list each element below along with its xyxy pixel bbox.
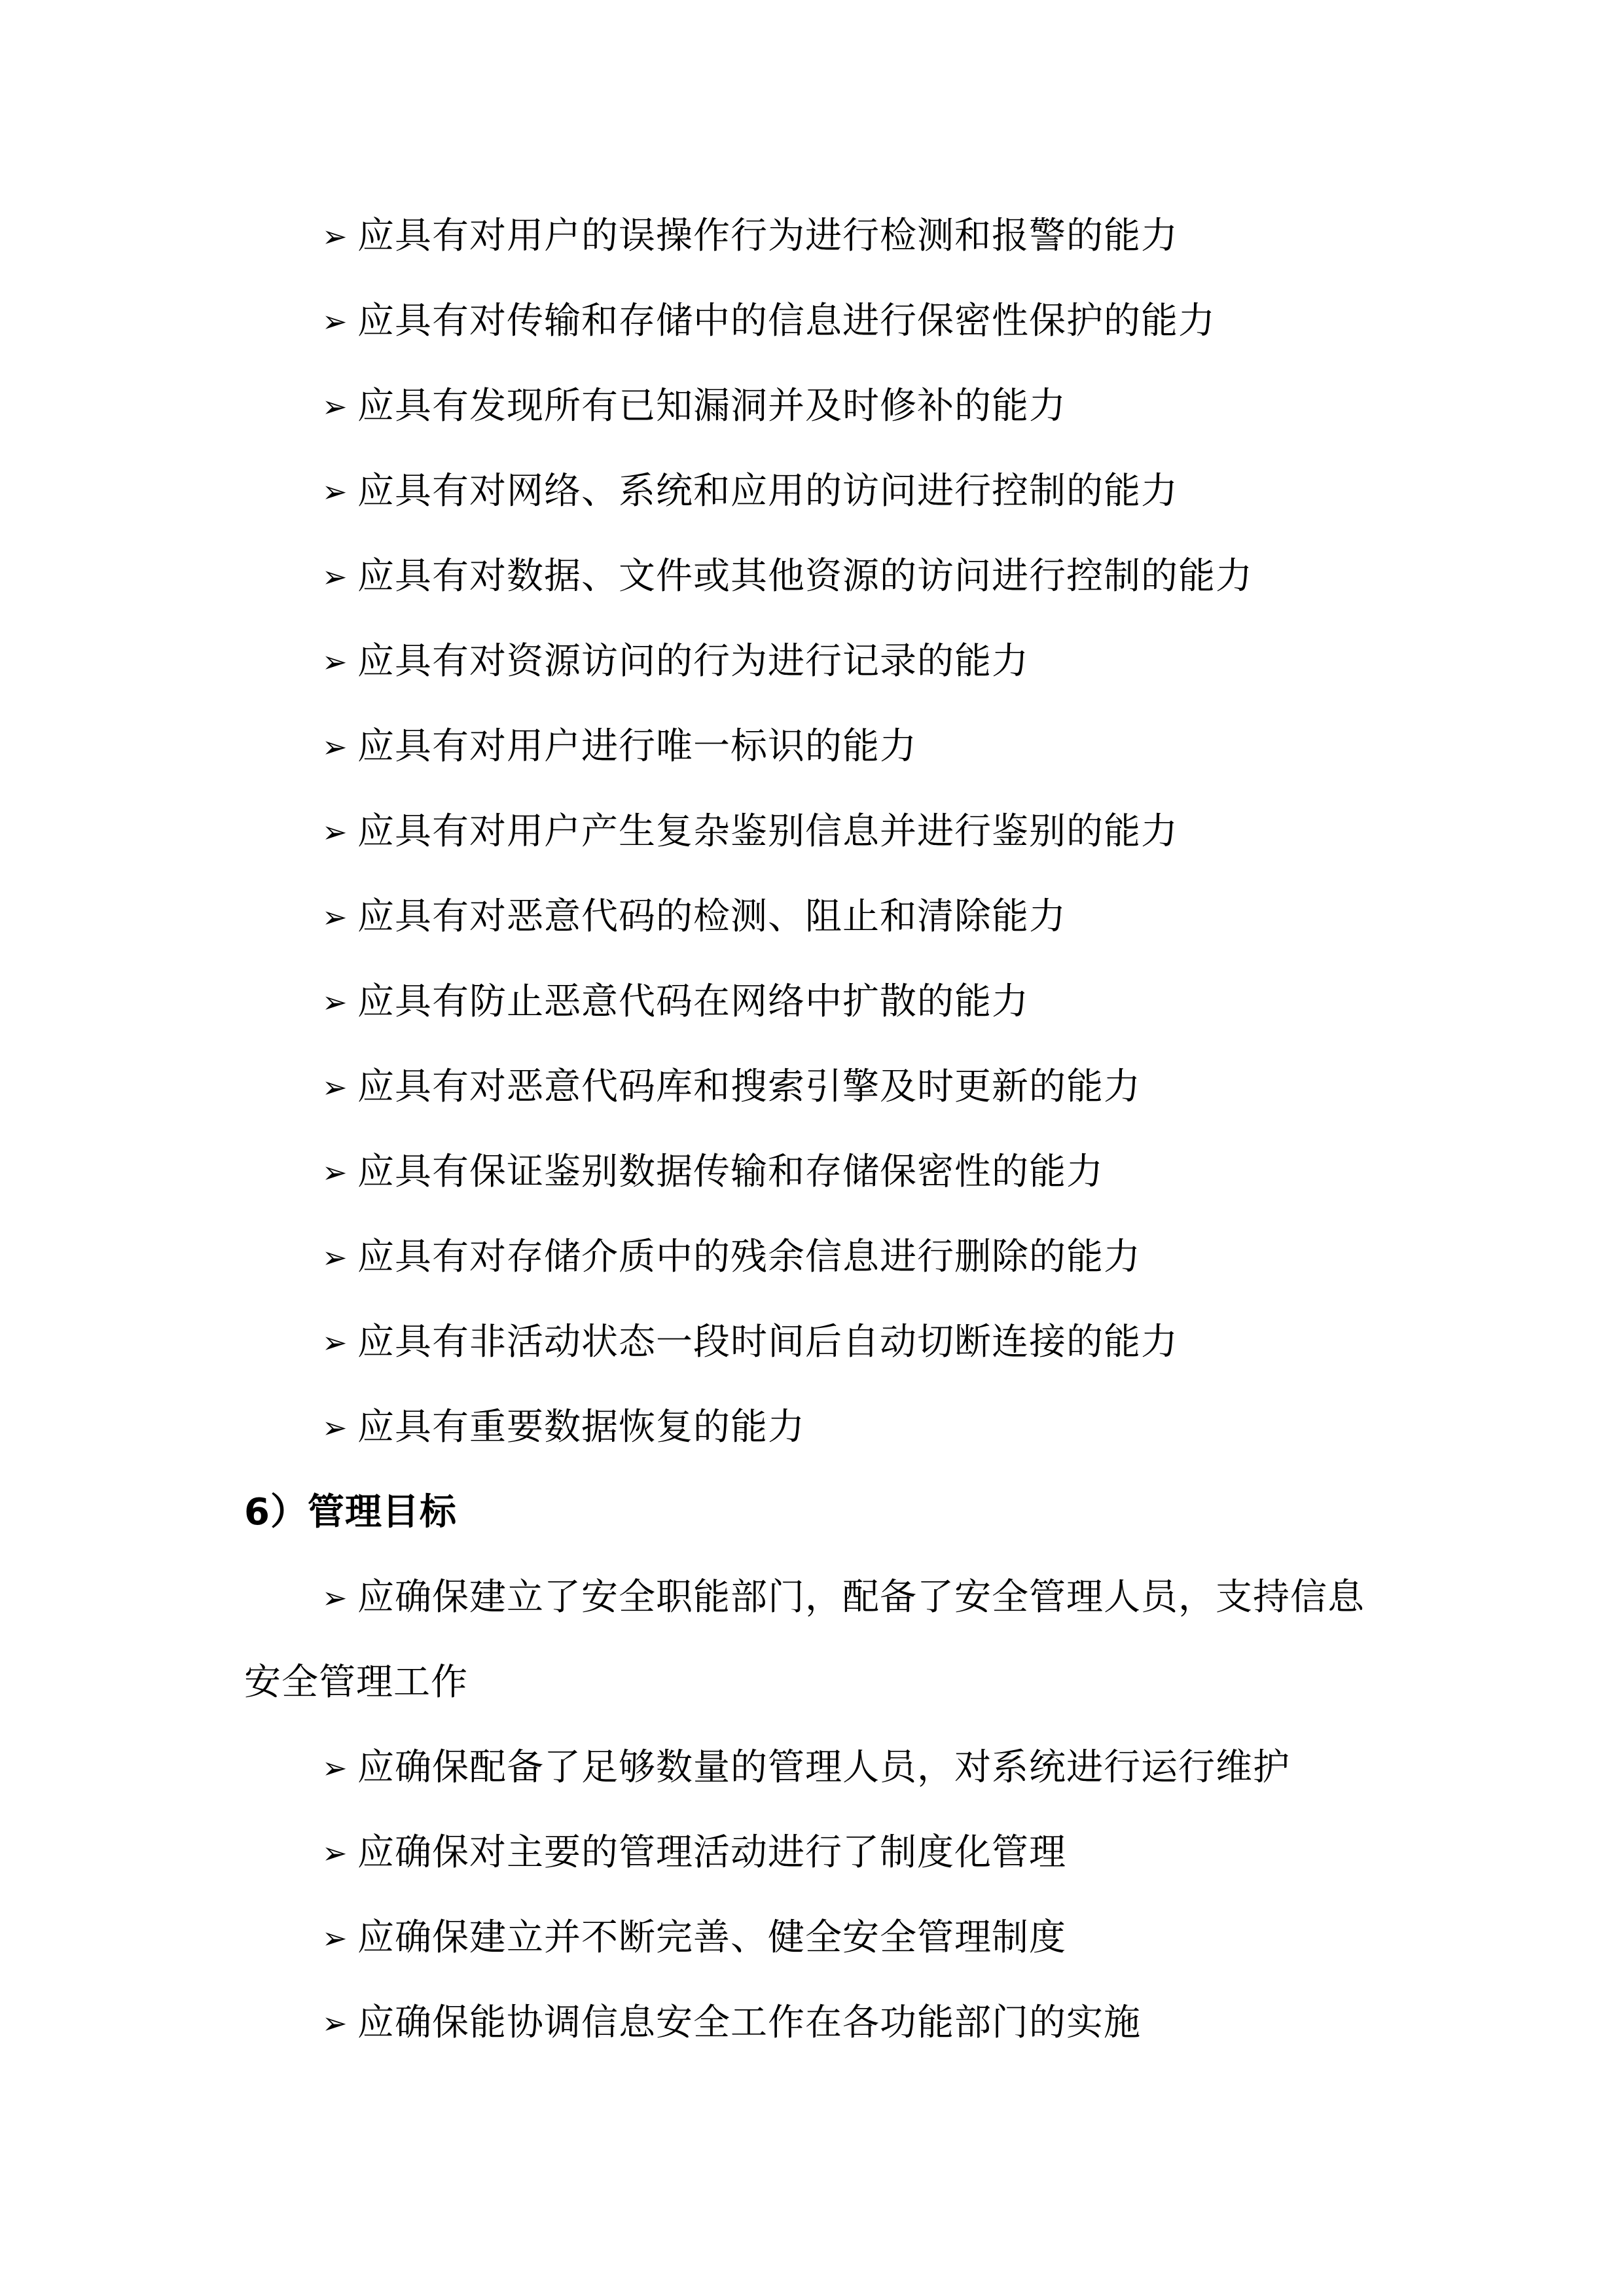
list-item-text: 应具有防止恶意代码在网络中扩散的能力 — [357, 980, 1029, 1023]
bullet-arrow-icon: ➢ — [322, 1750, 348, 1785]
list-item-text: 应具有保证鉴别数据传输和存储保密性的能力 — [357, 1151, 1104, 1193]
bullet-arrow-icon: ➢ — [322, 389, 348, 424]
bullet-arrow-icon: ➢ — [322, 1410, 348, 1445]
bullet-arrow-icon: ➢ — [322, 559, 348, 594]
list-item — [322, 1234, 1141, 1281]
section-heading: 6）管理目标 — [244, 1491, 457, 1534]
bullet-arrow-icon: ➢ — [322, 1240, 348, 1275]
list-item — [322, 2000, 1141, 2047]
list-item-continuation: 安全管理工作 — [244, 1661, 468, 1704]
list-item-text: 应确保配备了足够数量的管理人员，对系统进行运行维护 — [357, 1746, 1290, 1789]
list-item — [322, 978, 1029, 1026]
list-item-text: 应具有非活动状态一段时间后自动切断连接的能力 — [357, 1321, 1178, 1363]
list-item — [322, 468, 1178, 515]
list-item — [322, 298, 1216, 345]
bullet-arrow-icon: ➢ — [322, 1920, 348, 1956]
bullet-arrow-icon: ➢ — [322, 899, 348, 935]
list-item — [322, 1914, 1066, 1962]
list-item-text: 应具有对资源访问的行为进行记录的能力 — [357, 640, 1029, 683]
list-item-text: 应确保能协调信息安全工作在各功能部门的实施 — [357, 2001, 1141, 2044]
list-item-text: 应具有重要数据恢复的能力 — [357, 1406, 805, 1448]
list-item — [322, 1319, 1178, 1366]
bullet-arrow-icon: ➢ — [322, 2005, 348, 2041]
bullet-arrow-icon: ➢ — [322, 304, 348, 339]
list-item-text: 应具有对用户产生复杂鉴别信息并进行鉴别的能力 — [357, 810, 1178, 853]
list-item — [322, 553, 1253, 600]
list-item-text: 应具有对恶意代码的检测、阻止和清除能力 — [357, 895, 1066, 938]
list-item-text: 应具有对用户的误操作行为进行检测和报警的能力 — [357, 215, 1178, 257]
bullet-arrow-icon: ➢ — [322, 729, 348, 764]
list-item-text: 应具有对数据、文件或其他资源的访问进行控制的能力 — [357, 555, 1253, 598]
list-item-text: 应具有对存储介质中的残余信息进行删除的能力 — [357, 1236, 1141, 1278]
bullet-arrow-icon: ➢ — [322, 1325, 348, 1360]
list-item — [322, 893, 1066, 941]
bullet-arrow-icon: ➢ — [322, 1069, 348, 1105]
bullet-arrow-icon: ➢ — [322, 474, 348, 509]
list-item-text: 应具有对网络、系统和应用的访问进行控制的能力 — [357, 470, 1178, 512]
list-item — [322, 1744, 1290, 1791]
bullet-arrow-icon: ➢ — [322, 1155, 348, 1190]
list-item — [322, 1829, 1066, 1876]
bullet-arrow-icon: ➢ — [322, 1835, 348, 1871]
list-item — [322, 1149, 1104, 1196]
list-item — [322, 723, 917, 770]
list-item-text: 应具有对传输和存储中的信息进行保密性保护的能力 — [357, 300, 1216, 342]
bullet-arrow-icon: ➢ — [322, 814, 348, 850]
bullet-arrow-icon: ➢ — [322, 644, 348, 679]
list-item — [322, 808, 1178, 855]
list-item-text: 应确保建立并不断完善、健全安全管理制度 — [357, 1916, 1066, 1959]
list-item-text: 应具有对恶意代码库和搜索引擎及时更新的能力 — [357, 1066, 1141, 1108]
list-item — [322, 213, 1178, 260]
list-item — [322, 383, 1066, 430]
list-item — [322, 638, 1029, 685]
bullet-arrow-icon: ➢ — [322, 1580, 348, 1615]
list-item — [322, 1404, 805, 1451]
bullet-arrow-icon: ➢ — [322, 219, 348, 254]
list-item-text: 应确保对主要的管理活动进行了制度化管理 — [357, 1831, 1066, 1874]
list-item-text: 应具有发现所有已知漏洞并及时修补的能力 — [357, 385, 1066, 427]
list-item — [322, 1064, 1141, 1111]
bullet-arrow-icon: ➢ — [322, 984, 348, 1020]
list-item-text: 应确保建立了安全职能部门，配备了安全管理人员，支持信息 — [357, 1576, 1365, 1619]
list-item-text: 应具有对用户进行唯一标识的能力 — [357, 725, 917, 768]
list-item — [322, 1574, 1365, 1621]
